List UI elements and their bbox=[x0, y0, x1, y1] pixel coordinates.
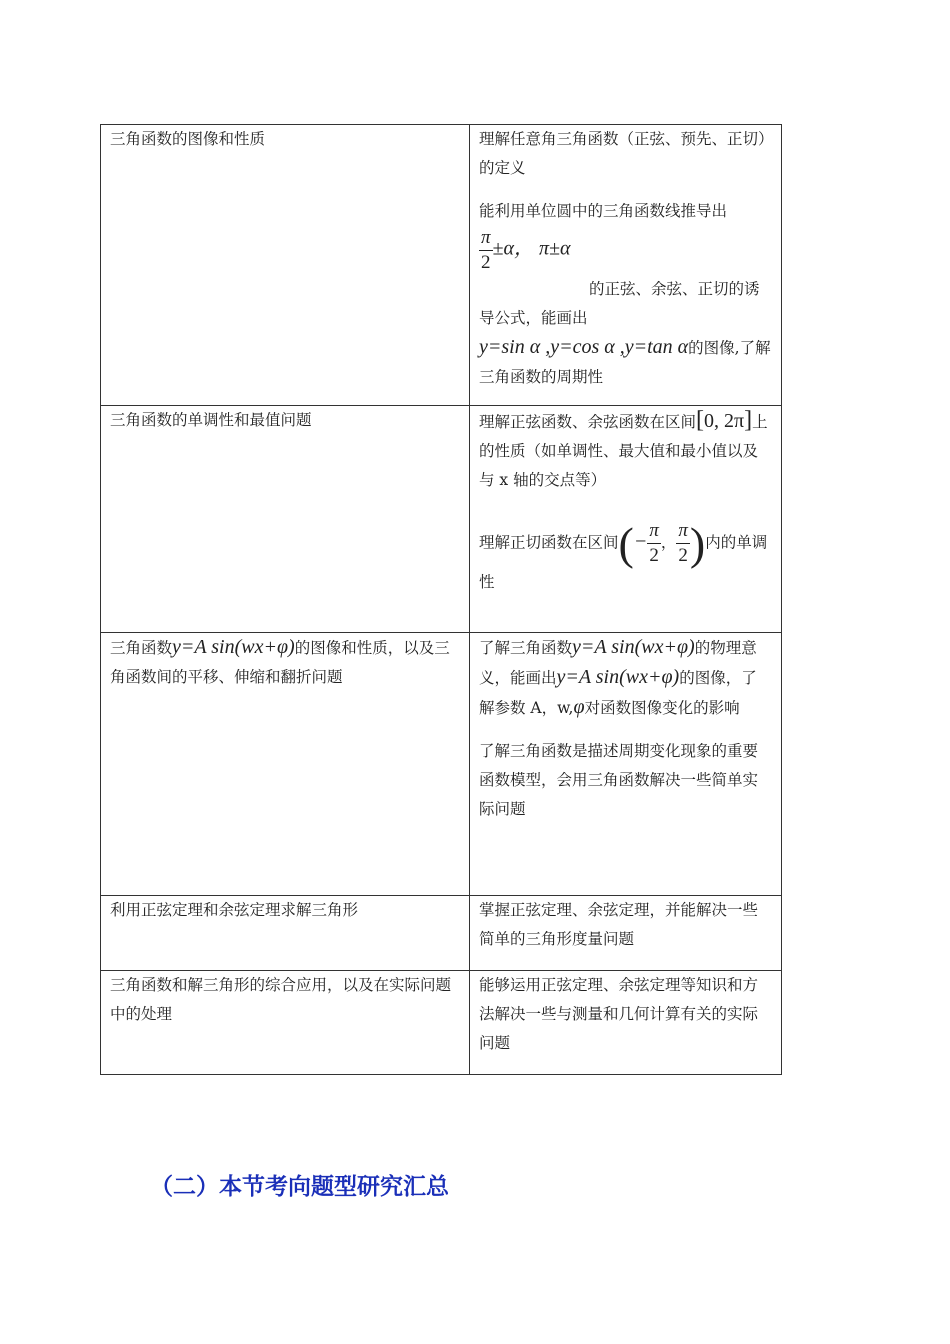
requirement-cell bbox=[470, 971, 782, 1075]
table-row bbox=[101, 406, 782, 633]
requirement-text: 能利用单位圆中的三角函数线推导出 $\frac{\pi}{2}$ ±α， π±α 的正弦、余弦、正切的诱导公式，能画出 y=sin α ,y=cos α ,y=tan α的图像,了解三角函数的周期性 bbox=[479, 202, 771, 386]
topic-text: 三角函数和解三角形的综合应用，以及在实际问题中的处理 bbox=[110, 976, 452, 1023]
table-row bbox=[101, 896, 782, 971]
requirement-cell bbox=[470, 896, 782, 971]
topic-text: 三角函数的单调性和最值问题 bbox=[110, 411, 312, 429]
requirement-text: 理解正切函数在区间(− $\frac{\pi}{2}$ ， $\frac{\pi}{2}$ )内的单调性 bbox=[479, 518, 768, 591]
section-title: （二）本节考向题型研究汇总 bbox=[150, 1174, 449, 1200]
requirement-text: 了解三角函数是描述周期变化现象的重要函数模型，会用三角函数解决一些简单实际问题 bbox=[479, 742, 759, 818]
requirement-cell bbox=[470, 125, 782, 406]
requirement-text: 理解正弦函数、余弦函数在区间[0, 2π]上的性质（如单调性、最大值和最小值以及与 x 轴的交点等） bbox=[479, 407, 768, 489]
topic-text: 利用正弦定理和余弦定理求解三角形 bbox=[110, 901, 359, 919]
function-list: y=sin α ,y=cos α ,y=tan α bbox=[479, 336, 689, 358]
requirement-text: 能够运用正弦定理、余弦定理等知识和方法解决一些与测量和几何计算有关的实际问题 bbox=[479, 976, 759, 1052]
requirement-cell bbox=[470, 406, 782, 633]
math-formula: y=A sin(wx+φ) bbox=[172, 636, 295, 658]
requirement-text: 理解任意角三角函数（正弦、预先、正切）的定义 bbox=[479, 130, 766, 177]
requirement-cell bbox=[470, 633, 782, 896]
topic-cell bbox=[101, 406, 470, 633]
table-row bbox=[101, 125, 782, 406]
pi-over-2-fraction: $\frac{\pi}{2}$ bbox=[678, 520, 688, 566]
table-row bbox=[101, 971, 782, 1075]
math-expression: ±α， π±α bbox=[492, 237, 571, 260]
requirement-text: 了解三角函数y=A sin(wx+φ)的物理意义，能画出y=A sin(wx+φ)的图像，了解参数 A，w,φ对函数图像变化的影响 bbox=[479, 636, 757, 718]
pi-over-2-fraction: $\frac{\pi}{2}$ bbox=[481, 227, 491, 273]
topic-cell bbox=[101, 971, 470, 1075]
topic-text: 三角函数的图像和性质 bbox=[110, 130, 266, 148]
syllabus-table bbox=[100, 124, 782, 1075]
topic-cell: 三角函数y=A sin(wx+φ)的图像和性质，以及三角函数间的平移、伸缩和翻折问题 bbox=[101, 633, 470, 896]
math-formula: y=A sin(wx+φ) bbox=[556, 666, 680, 688]
interval: 0, 2π bbox=[704, 410, 745, 432]
topic-cell bbox=[101, 896, 470, 971]
topic-cell bbox=[101, 125, 470, 406]
table-row bbox=[101, 633, 782, 896]
pi-over-2-fraction: $\frac{\pi}{2}$ bbox=[649, 520, 659, 566]
requirement-text: 掌握正弦定理、余弦定理，并能解决一些简单的三角形度量问题 bbox=[479, 901, 759, 948]
math-formula: y=A sin(wx+φ) bbox=[572, 636, 695, 658]
